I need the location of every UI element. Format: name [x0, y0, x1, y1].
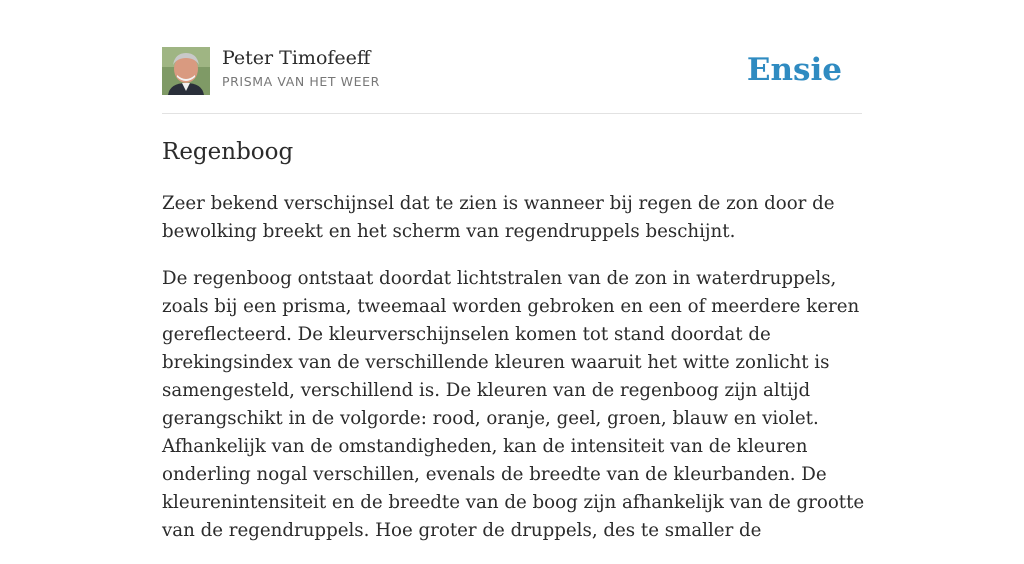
- brand-logo[interactable]: Ensie: [746, 52, 842, 88]
- author-avatar[interactable]: [162, 47, 210, 95]
- article-body: [162, 190, 867, 564]
- article-paragraph: De regenboog ontstaat doordat lichtstralen van de zon in waterdruppels, zoals bij een prisma, tweemaal worden gebroken en een of meerdere keren gereflecteerd. De kleurverschijnselen komen tot stand doordat de brekingsindex van de verschillende kleuren waaruit het witte zonlicht is samengesteld, verschillend is. De kleuren van de regenboog zijn altijd gerangschikt in de volgorde: rood, oranje, geel, groen, blauw en violet. Afhankelijk van de omstandigheden, kan de intensiteit van de kleuren onderling nogal verschillen, evenals de breedte van de kleurbanden. De kleurenintensiteit en de breedte van de boog zijn afhankelijk van de grootte van de regendruppels. Hoe groter de druppels, des te smaller de: [162, 268, 865, 541]
- article-paragraph: Zeer bekend verschijnsel dat te zien is wanneer bij regen de zon door de bewolking breekt en het scherm van regendruppels beschijnt.: [162, 193, 835, 242]
- header-divider: [162, 113, 862, 114]
- article-header: [162, 46, 862, 96]
- author-portrait-icon: [162, 47, 210, 95]
- article-title: Regenboog: [162, 139, 294, 165]
- author-name[interactable]: Peter Timofeeff: [222, 47, 371, 69]
- author-source[interactable]: PRISMA VAN HET WEER: [222, 74, 380, 89]
